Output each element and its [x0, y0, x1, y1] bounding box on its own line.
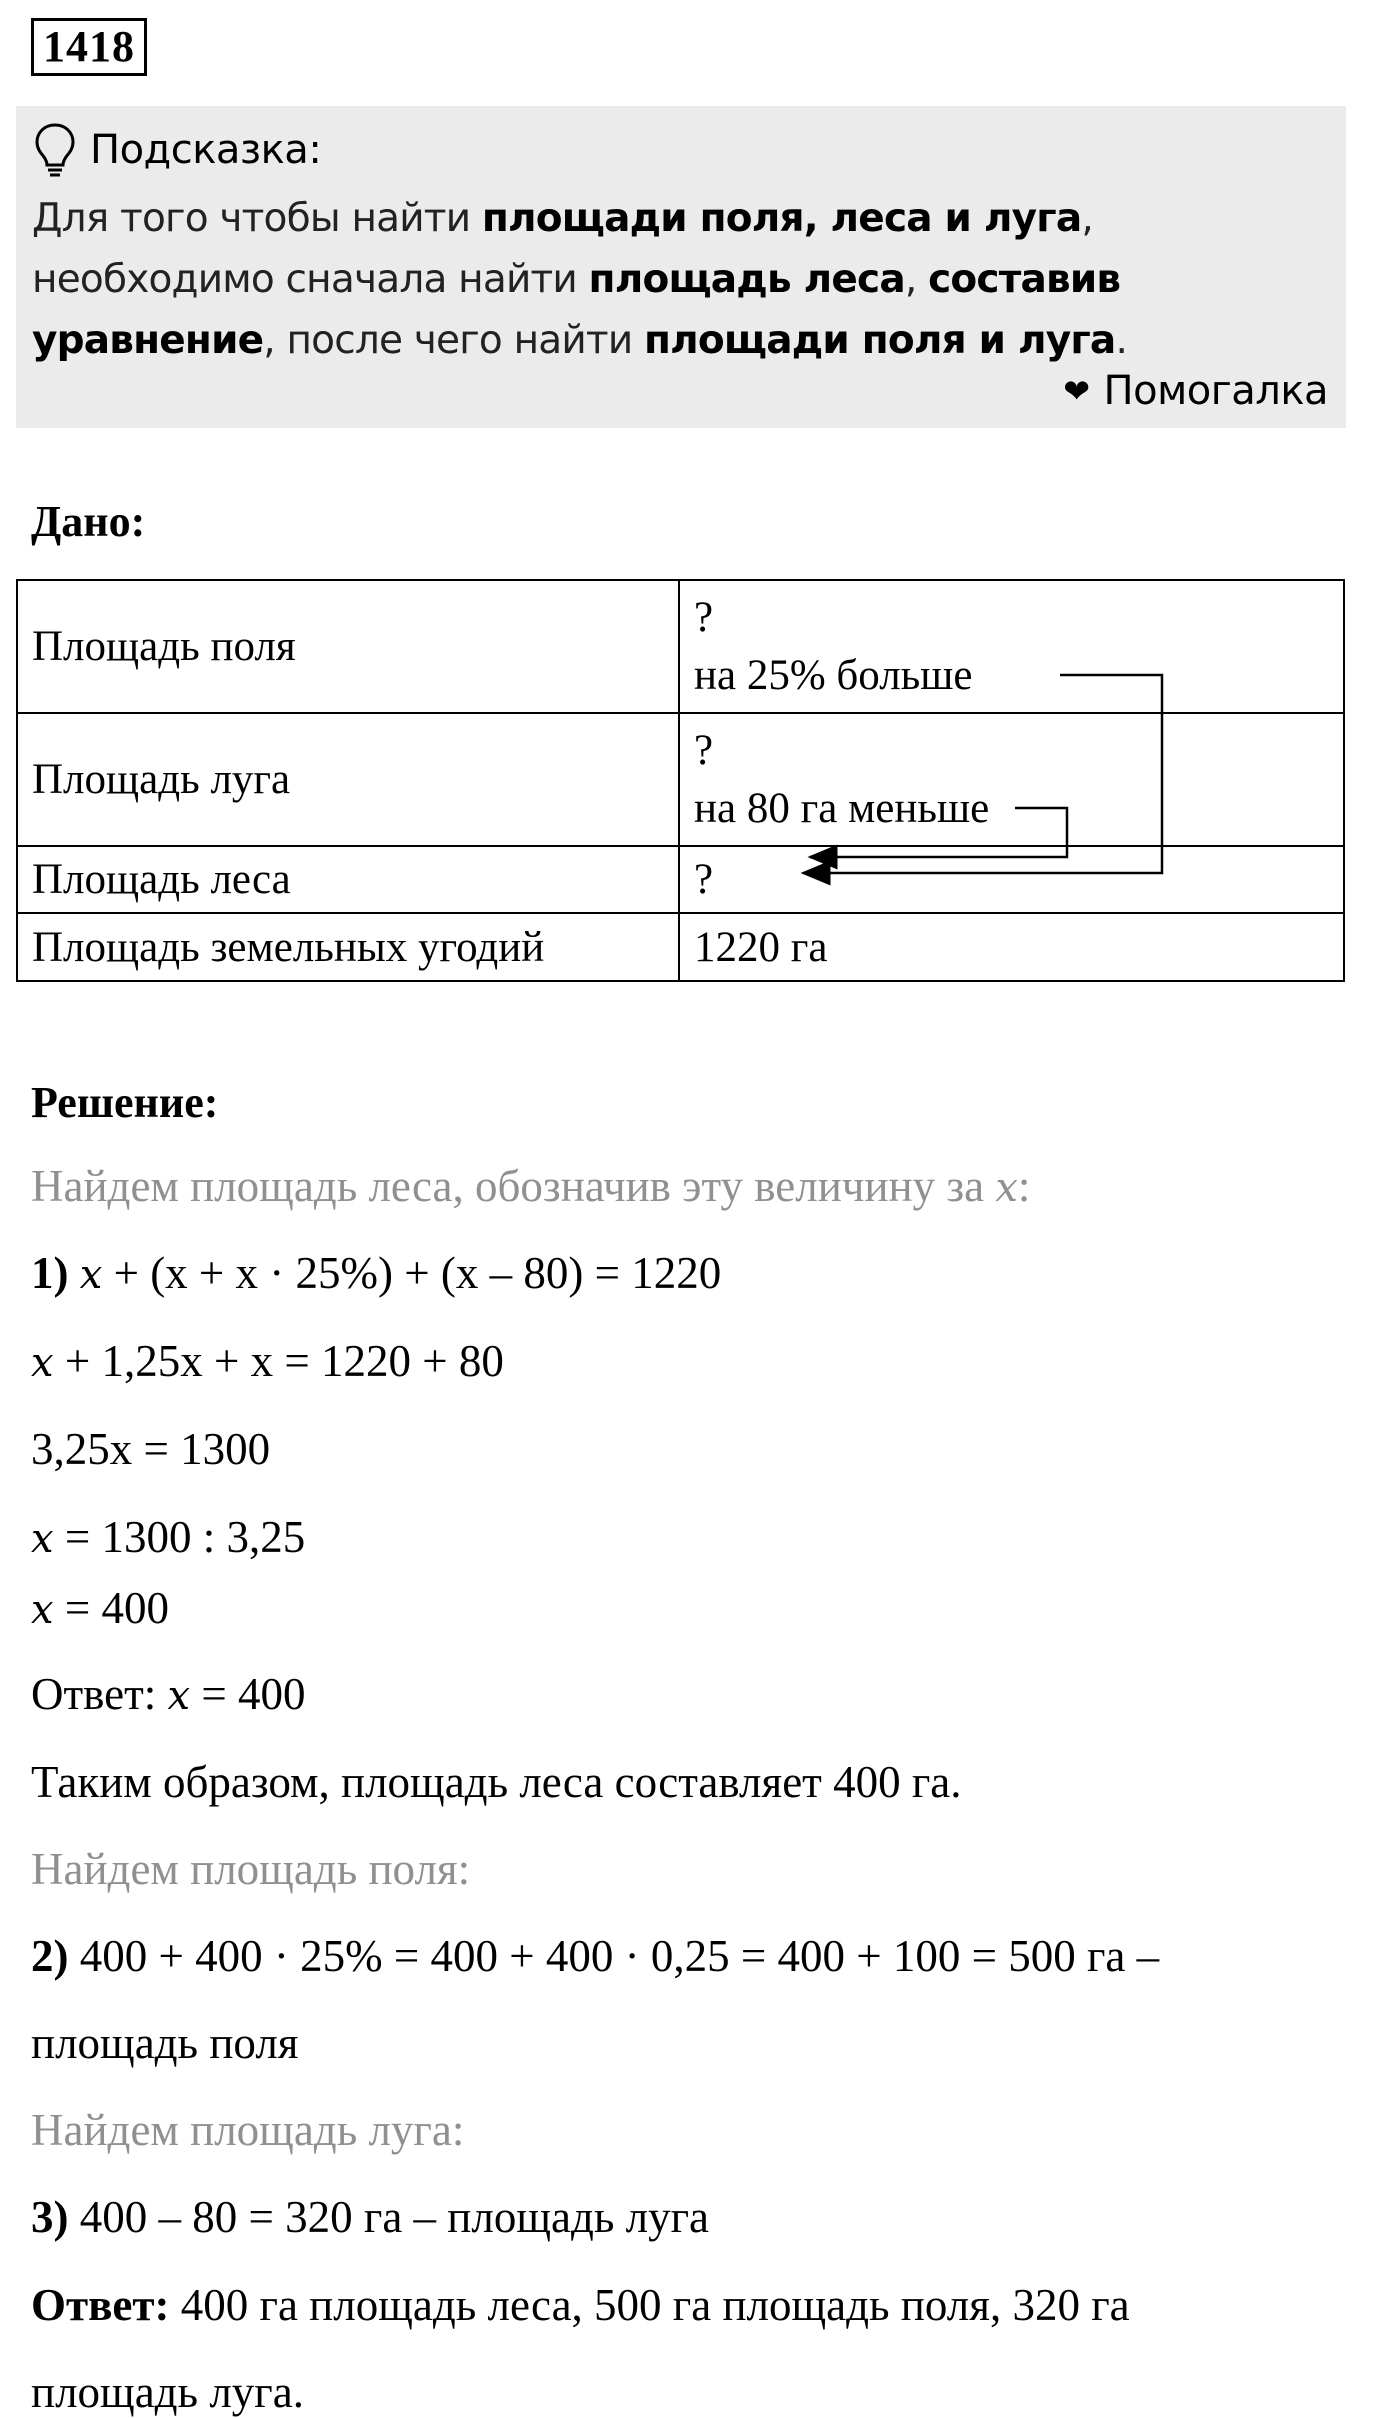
signature-text: Помогалка [1103, 368, 1328, 414]
solution-intro: Найдем площадь леса, обозначив эту величину за x: [31, 1161, 1031, 1211]
equation-answer: Ответ: x = 400 [31, 1669, 306, 1719]
heart-icon: ❤ [1063, 372, 1090, 410]
equation-step-1: 1) x + (x + x · 25%) + (x – 80) = 1220 [31, 1248, 722, 1298]
equation-line-5: x = 400 [31, 1583, 169, 1633]
step-3: 3) 400 – 80 = 320 га – площадь луга [31, 2192, 710, 2242]
hint-text: Для того чтобы найти площади поля, леса и луга, необходимо сначала найти площадь леса, составив уравнение, после чего найти площади поля и луга. [32, 196, 1128, 363]
final-answer-continuation: площадь луга. [31, 2367, 304, 2417]
table-row [17, 580, 1344, 713]
solution-heading: Решение: [31, 1078, 219, 1127]
row-value: ? на 80 га меньше [679, 713, 1344, 846]
equation-line-2: x + 1,25x + x = 1220 + 80 [31, 1336, 504, 1386]
row-value: ? [679, 846, 1344, 913]
task-number: 1418 [31, 18, 147, 76]
signature [1063, 368, 1328, 414]
table-row [17, 713, 1344, 846]
equation-line-3: 3,25x = 1300 [31, 1424, 271, 1474]
find-meadow-text: Найдем площадь луга: [31, 2105, 465, 2155]
hint-box [16, 106, 1346, 428]
row-label: Площадь леса [17, 846, 679, 913]
step-2: 2) 400 + 400 · 25% = 400 + 400 · 0,25 = 400 + 100 = 500 га – [31, 1931, 1160, 1981]
step-2-continuation: площадь поля [31, 2018, 299, 2068]
row-value: 1220 га [679, 913, 1344, 981]
row-label: Площадь луга [17, 713, 679, 846]
final-answer: Ответ: 400 га площадь леса, 500 га площадь поля, 320 га [31, 2280, 1130, 2330]
conclusion-forest: Таким образом, площадь леса составляет 400 га. [31, 1757, 962, 1807]
given-table [16, 579, 1345, 982]
row-label: Площадь поля [17, 580, 679, 713]
lightbulb-icon [34, 122, 76, 178]
find-field-text: Найдем площадь поля: [31, 1844, 471, 1894]
row-label: Площадь земельных угодий [17, 913, 679, 981]
equation-line-4: x = 1300 : 3,25 [31, 1512, 306, 1562]
hint-title: Подсказка: [90, 127, 322, 173]
table-row [17, 846, 1344, 913]
hint-title-row [34, 120, 321, 180]
given-heading: Дано: [31, 497, 146, 546]
table-row [17, 913, 1344, 981]
row-value: ? на 25% больше [679, 580, 1344, 713]
